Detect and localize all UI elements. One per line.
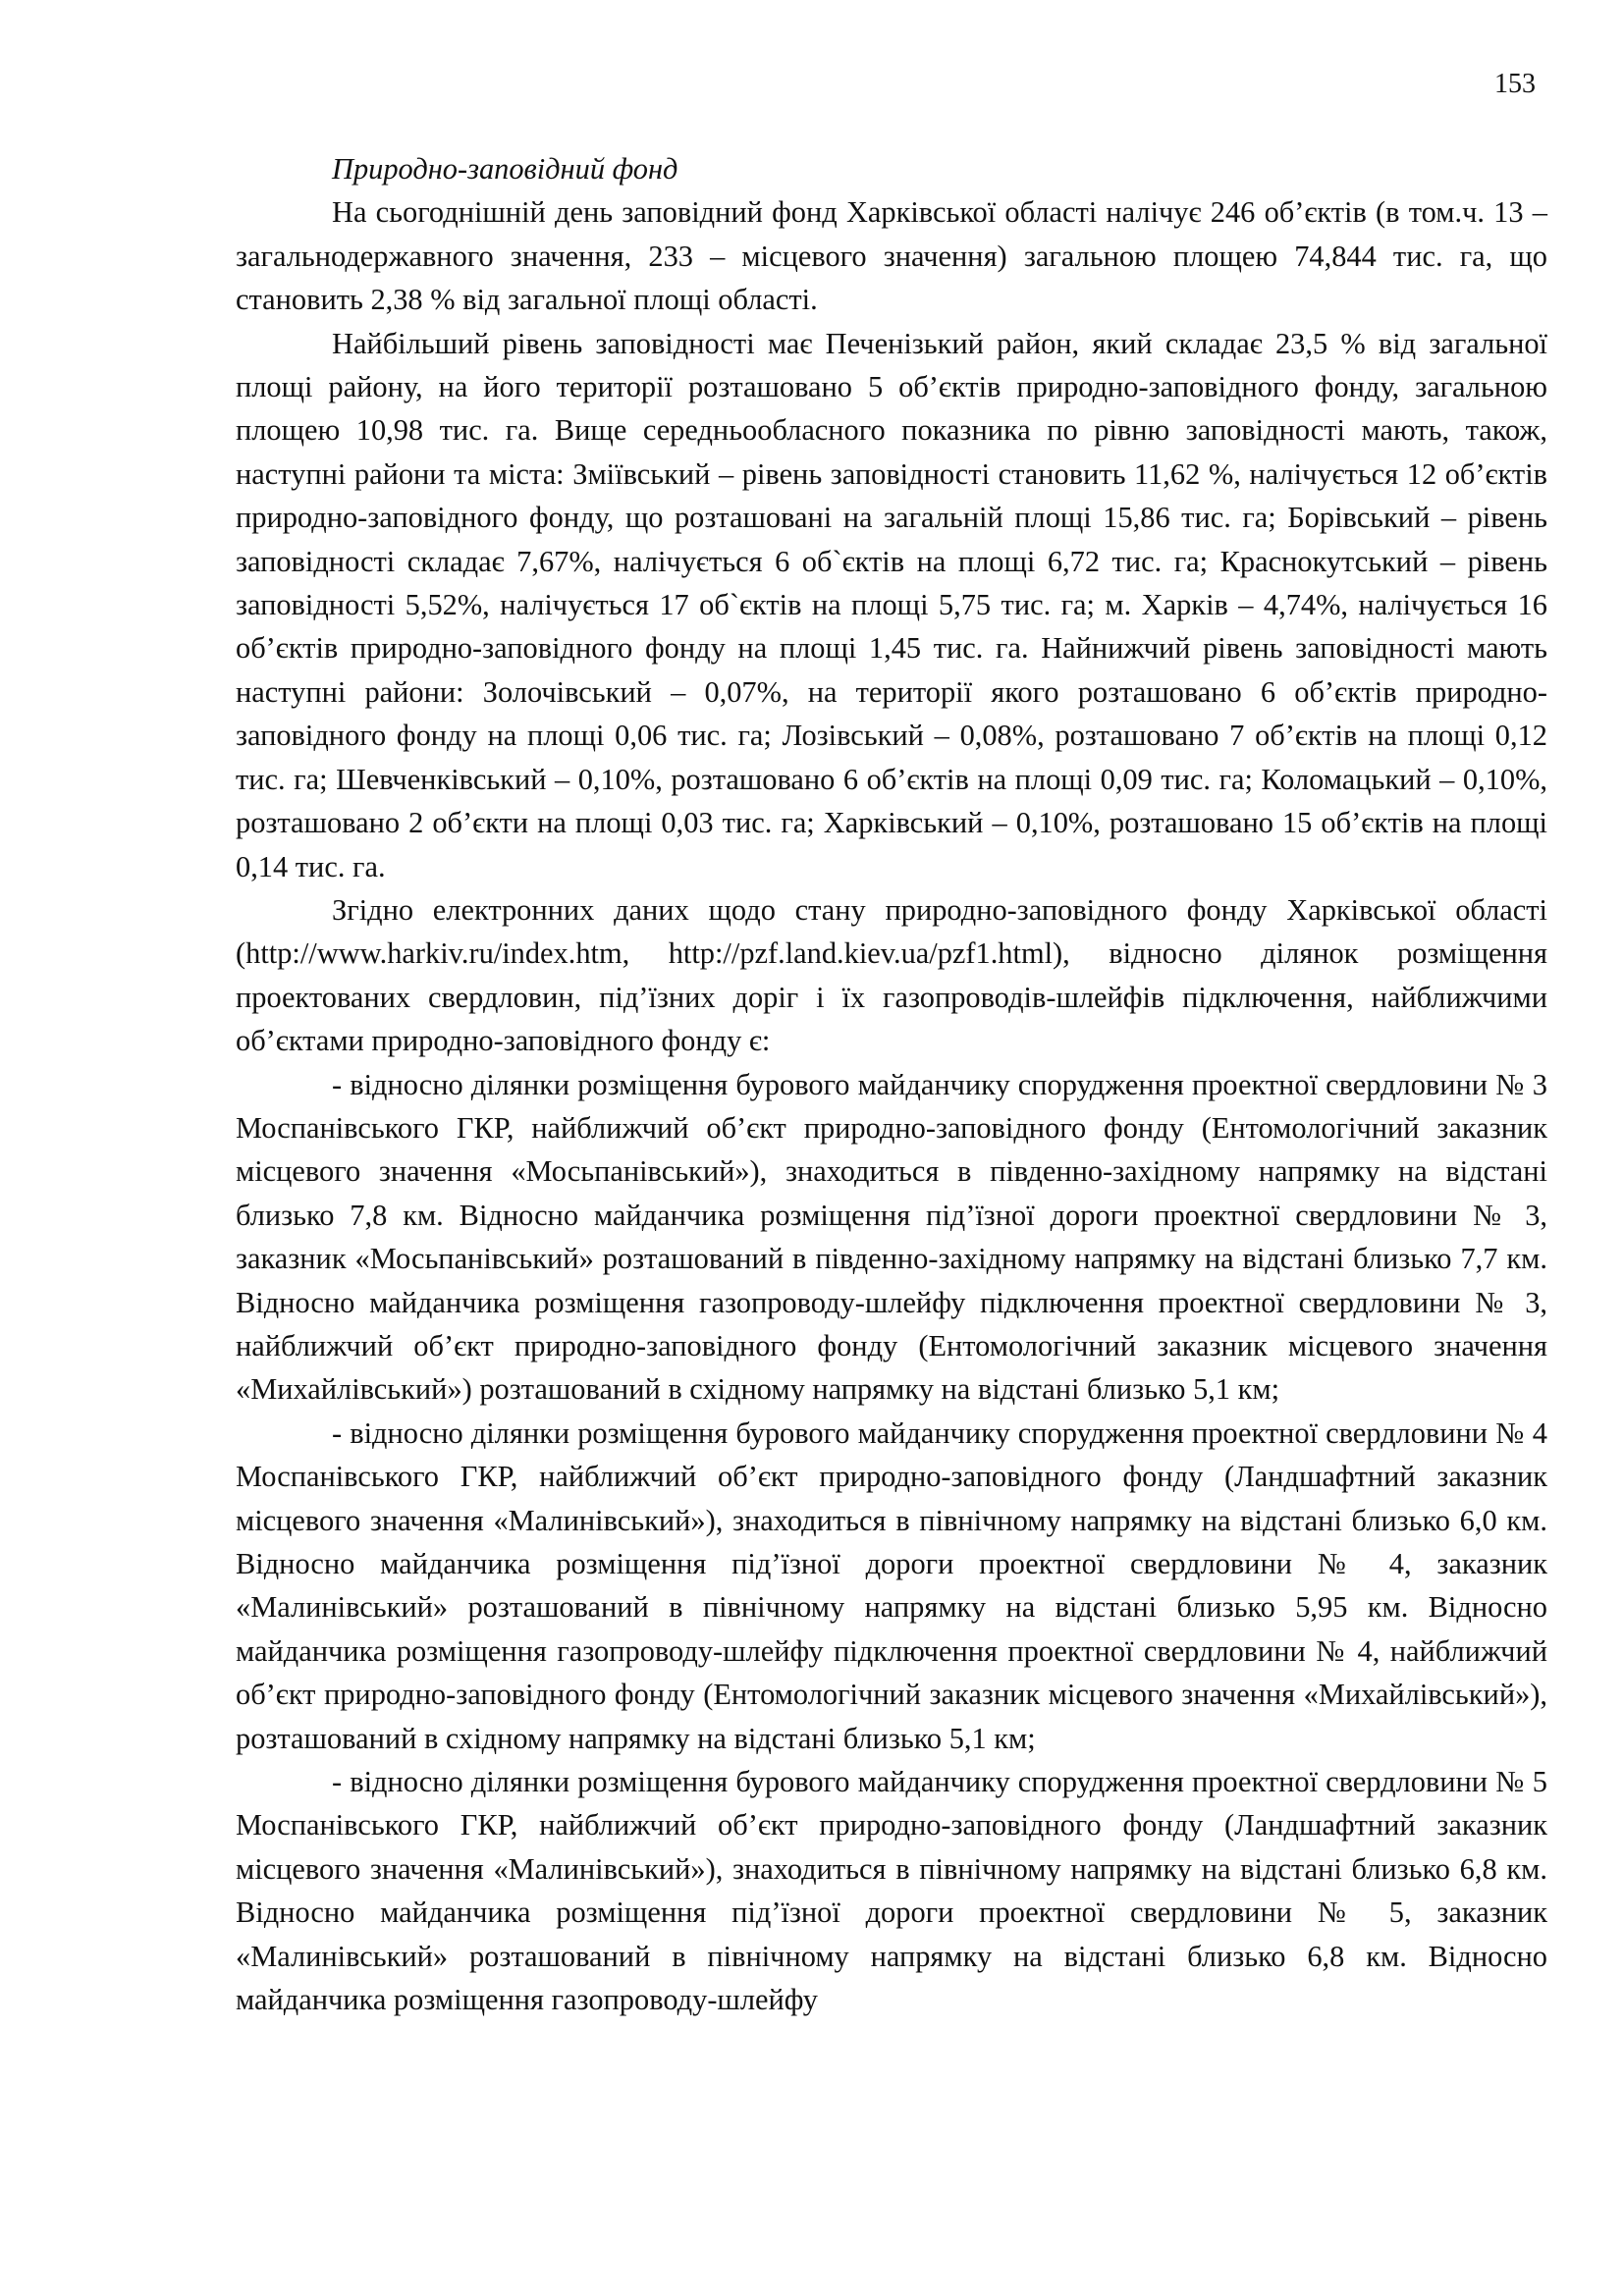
paragraph-well-5: - відносно ділянки розміщення бурового майданчику спорудження проектної свердловини № 5 Моспанівського ГКР, найближчий об’єкт природно-заповідного фонду (Ландшафтний заказник місцевого значення «Малинівський»), знаходиться в північному напрямку на відстані близько 6,8 км. Відносно майданчика розміщення під’їзної дороги проектної свердловини № 5, заказник «Малинівський» розташований в північному напрямку на відстані близько 6,8 км. Відносно майданчика розміщення газопроводу-шлейфу xyxy=(236,1765,1547,2017)
paragraph-electronic-data-sources: Згідно електронних даних щодо стану природно-заповідного фонду Харківської області (http://www.harkiv.ru/index.htm, http://pzf.land.kiev.ua/pzf1.html), відносно ділянок розміщення проектованих свердловин, під’їзних доріг і їх газопроводів-шлейфів підключення, найближчими об’єктами природно-заповідного фонду є: xyxy=(236,892,1547,1058)
page-number: 153 xyxy=(1494,69,1536,99)
paragraph-reserve-levels-by-district: Найбільший рівень заповідності має Печенізький район, який складає 23,5 % від загальної площі району, на його території розташовано 5 об’єктів природно-заповідного фонду, загальною площею 10,98 тис. га. Вище середньообласного показника по рівню заповідності мають, також, наступні райони та міста: Зміївський – рівень заповідності становить 11,62 %, налічується 12 об’єктів природно-заповідного фонду, що розташовані на загальній площі 15,86 тис. га; Борівський – рівень заповідності складає 7,67%, налічується 6 об`єктів на площі 6,72 тис. га; Краснокутський – рівень заповідності 5,52%, налічується 17 об`єктів на площі 5,75 тис. га; м. Харків – 4,74%, налічується 16 об’єктів природно-заповідного фонду на площі 1,45 тис. га. Найнижчий рівень заповідності мають наступні райони: Золочівський – 0,07%, на території якого розташовано 6 об’єктів природно-заповідного фонду на площі 0,06 тис. га; Лозівський – 0,08%, розташовано 7 об’єктів на площі 0,12 тис. га; Шевченківський – 0,10%, розташовано 6 об’єктів на площі 0,09 тис. га; Коломацький – 0,10%, розташовано 2 об’єкти на площі 0,03 тис. га; Харківський – 0,10%, розташовано 15 об’єктів на площі 0,14 тис. га. xyxy=(236,326,1547,883)
paragraph-well-4: - відносно ділянки розміщення бурового майданчику спорудження проектної свердловини № 4 Моспанівського ГКР, найближчий об’єкт природно-заповідного фонду (Ландшафтний заказник місцевого значення «Малинівський»), знаходиться в північному напрямку на відстані близько 6,0 км. Відносно майданчика розміщення під’їзної дороги проектної свердловини № 4, заказник «Малинівський» розташований в північному напрямку на відстані близько 5,95 км. Відносно майданчика розміщення газопроводу-шлейфу підключення проектної свердловини № 4, найближчий об’єкт природно-заповідного фонду (Ентомологічний заказник місцевого значення «Михайлівський»), розташований в східному напрямку на відстані близько 5,1 км; xyxy=(236,1415,1547,1755)
paragraph-reserve-fund-summary: На сьогоднішній день заповідний фонд Харківської області налічує 246 об’єктів (в том.ч. 13 – загальнодержавного значення, 233 – місцевого значення) загальною площею 74,844 тис. га, що становить 2,38 % від загальної площі області. xyxy=(236,195,1547,317)
document-body xyxy=(236,147,1547,2021)
section-heading: Природно-заповідний фонд xyxy=(332,152,678,186)
paragraph-well-3: - відносно ділянки розміщення бурового майданчику спорудження проектної свердловини № 3 Моспанівського ГКР, найближчий об’єкт природно-заповідного фонду (Ентомологічний заказник місцевого значення «Мосьпанівський»), знаходиться в південно-західному напрямку на відстані близько 7,8 км. Відносно майданчика розміщення під’їзної дороги проектної свердловини № 3, заказник «Мосьпанівський» розташований в південно-західному напрямку на відстані близько 7,7 км. Відносно майданчика розміщення газопроводу-шлейфу підключення проектної свердловини № 3, найближчий об’єкт природно-заповідного фонду (Ентомологічний заказник місцевого значення «Михайлівський») розташований в східному напрямку на відстані близько 5,1 км; xyxy=(236,1067,1547,1407)
